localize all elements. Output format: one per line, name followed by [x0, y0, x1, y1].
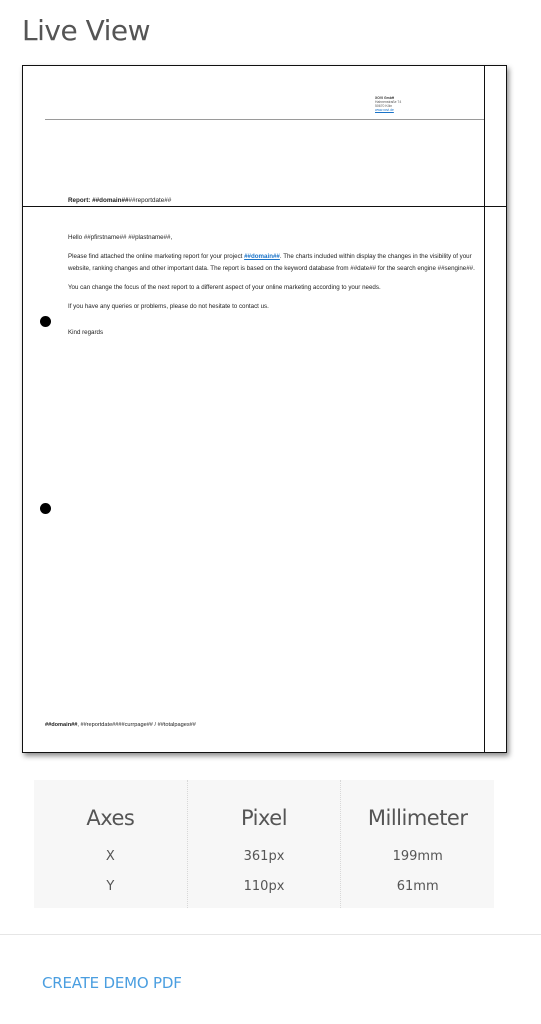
greeting: Hello ##pfirstname## ##plastname##, — [68, 234, 173, 241]
footer-page-info: , ##reportdate####currpage## / ##totalpages## — [77, 722, 196, 728]
axes-header: Axes — [86, 806, 135, 830]
page-title: Live View — [22, 14, 151, 47]
letter-body — [68, 232, 483, 346]
pixel-y-value: 110px — [243, 879, 285, 894]
millimeter-header: Millimeter — [367, 806, 468, 830]
document-footer — [45, 722, 196, 728]
company-website: www.xovi.de — [375, 108, 394, 112]
footer-domain: ##domain## — [45, 722, 78, 728]
axis-y-label: Y — [106, 879, 115, 894]
paragraph-3: If you have any queries or problems, please do not hesitate to contact us. — [68, 303, 269, 310]
millimeter-column — [340, 780, 494, 908]
pixel-header: Pixel — [240, 806, 288, 830]
report-title-date: ##reportdate## — [128, 197, 172, 204]
create-demo-pdf-button[interactable]: CREATE DEMO PDF — [42, 974, 182, 992]
company-street: Hahnenstraße 74 — [375, 100, 402, 104]
horizontal-guide-line[interactable] — [23, 206, 506, 207]
paragraph-1 — [68, 251, 483, 275]
closing: Kind regards — [68, 329, 104, 336]
pixel-column — [187, 780, 341, 908]
domain-link[interactable]: ##domain## — [244, 253, 280, 260]
paragraph-1-end: . The charts included within display the changes in the visibility of your website, ranking changes and other important data. The report is based on the keyword database from ##date## for the search engine ##sengine##. — [68, 253, 475, 272]
header-divider — [45, 119, 484, 120]
vertical-guide-line[interactable] — [484, 66, 485, 752]
margin-handle-top[interactable] — [40, 316, 51, 327]
document-preview[interactable] — [22, 65, 507, 753]
pixel-x-value: 361px — [243, 849, 285, 864]
report-title — [68, 197, 171, 204]
report-title-domain: Report: ##domain## — [68, 197, 129, 204]
company-city: 50670 Köln — [375, 104, 393, 108]
paragraph-1-start: Please find attached the online marketing report for your project — [68, 253, 245, 260]
company-address-block — [375, 96, 401, 112]
company-name: XOVI GmbH — [375, 96, 395, 100]
section-divider — [0, 934, 541, 935]
margin-handle-bottom[interactable] — [40, 503, 51, 514]
axes-column — [34, 780, 187, 908]
paragraph-2: You can change the focus of the next report to a different aspect of your online marketing according to your needs. — [68, 284, 381, 291]
axis-x-label: X — [105, 849, 115, 864]
mm-x-value: 199mm — [392, 849, 443, 864]
coordinates-table — [34, 780, 494, 908]
mm-y-value: 61mm — [396, 879, 439, 894]
